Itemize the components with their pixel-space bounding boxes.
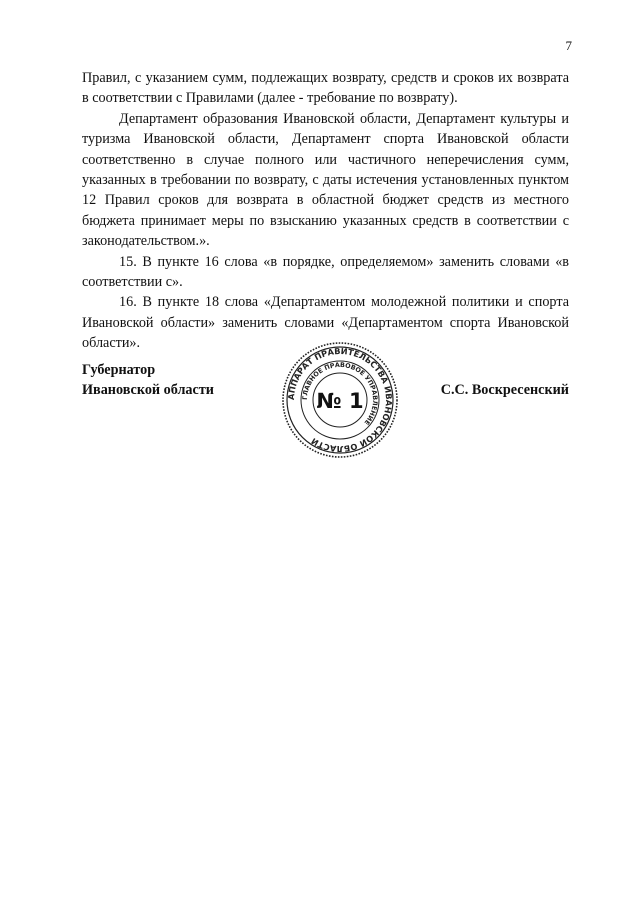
paragraph: 16. В пункте 18 слова «Департаментом молодежной политики и спорта Ивановской области» заменить словами «Департаментом спорта Ивановской области». — [82, 294, 569, 352]
signatory-name: С.С. Воскресенский — [440, 382, 569, 398]
page-number: 7 — [565, 38, 572, 53]
seal-outer-text: АППАРАТ ПРАВИТЕЛЬСТВА ИВАНОВСКОЙ ОБЛАСТИ — [285, 345, 395, 455]
official-seal — [280, 340, 400, 460]
seal-center-text: № 1 — [316, 389, 364, 413]
signatory-position-line: Губернатор — [82, 362, 156, 378]
signature-block — [82, 345, 569, 470]
document-body — [82, 68, 569, 354]
paragraph: Департамент образования Ивановской области, Департамент культуры и туризма Ивановской области, Департамент спорта Ивановской области соответственно в случае полного или частичного неперечисления сумм, указанных в требовании по возврату, с даты истечения установленных пунктом 12 Правил сроков для возврата в областной бюджет средств из местного бюджета принимает меры по взысканию указанных средств в соответствии с законодательством.». — [82, 110, 569, 250]
signatory-position-line: Ивановской области — [82, 382, 214, 399]
signatory-position — [82, 360, 214, 401]
paragraph: 15. В пункте 16 слова «в порядке, определяемом» заменить словами «в соответствии с». — [82, 253, 569, 291]
seal-inner-text: ГЛАВНОЕ ПРАВОВОЕ УПРАВЛЕНИЕ — [300, 360, 380, 427]
paragraph: Правил, с указанием сумм, подлежащих возврату, средств и сроков их возврата в соответствии с Правилами (далее - требование по возврату). — [82, 70, 569, 107]
